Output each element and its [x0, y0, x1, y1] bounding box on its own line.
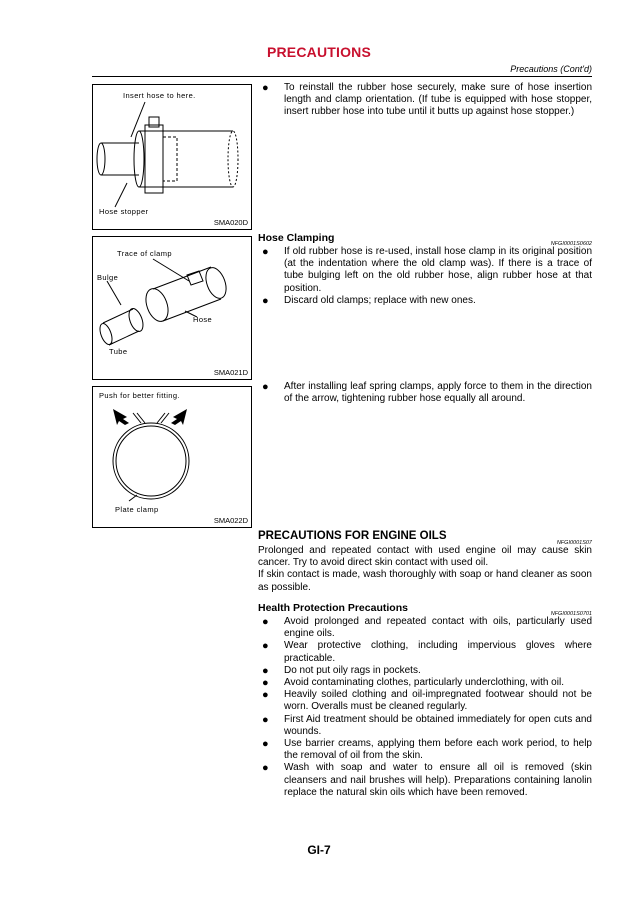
label-plate-clamp: Plate clamp — [115, 505, 159, 514]
label-trace-of-clamp: Trace of clamp — [117, 249, 172, 258]
label-push-for-better-fitting: Push for better fitting. — [99, 391, 180, 400]
list-item: ● To reinstall the rubber hose securely, make sure of hose insertion length and clamp orientation. (If tube is equipped with hose stopper, insert rubber hose into tube until it butts up against hose stopper.) — [262, 82, 592, 118]
figure-hose-insertion — [92, 84, 252, 230]
label-bulge: Bulge — [97, 273, 119, 282]
label-tube: Tube — [109, 347, 128, 356]
list-item: ● Use barrier creams, applying them before each work period, to help the removal of oil from the skin. — [262, 738, 592, 762]
list-item: ● Wash with soap and water to ensure all oil is removed (skin cleansers and nail brushes will help). Preparations containing lanolin replace the natural skin oils which have been removed. — [262, 762, 592, 798]
figure-code: SMA020D — [213, 218, 248, 227]
list-item: ● Avoid contaminating clothes, particularly underclothing, with oil. — [262, 677, 564, 690]
section-hose-clamping — [258, 232, 592, 307]
section-heading: PRECAUTIONS FOR ENGINE OILS — [258, 530, 447, 542]
list-item: ● Heavily soiled clothing and oil-impregnated footwear should not be worn. Overalls must be cleaned regularly. — [262, 689, 592, 713]
list-item: ● Do not put oily rags in pockets. — [262, 664, 421, 677]
header-rule — [92, 76, 592, 77]
list-item: ● Discard old clamps; replace with new ones. — [262, 294, 476, 307]
list-item: ● Wear protective clothing, including impervious gloves where practicable. — [262, 640, 592, 664]
figure-code: SMA022D — [213, 516, 248, 525]
label-insert-hose: Insert hose to here. — [123, 91, 196, 100]
list-item: ● First Aid treatment should be obtained immediately for open cuts and wounds. — [262, 713, 592, 737]
ref-code: NFGI0001S07 — [556, 540, 592, 546]
section-engine-oils — [258, 530, 592, 594]
section-heading: Health Protection Precautions — [258, 602, 408, 614]
list-item: ● After installing leaf spring clamps, apply force to them in the direction of the arrow, tightening rubber hose equally all around. — [262, 381, 592, 405]
figure-plate-clamp — [92, 386, 252, 528]
figure-hose-clamping — [92, 236, 252, 380]
ref-code: NFGI0001S0602 — [550, 241, 592, 247]
label-hose-stopper: Hose stopper — [99, 207, 149, 216]
section-hose-reinstall — [258, 82, 592, 119]
paragraph: Prolonged and repeated contact with used engine oil may cause skin cancer. Try to avoid direct skin contact with used oil. — [258, 545, 592, 569]
section-health-protection — [258, 602, 592, 799]
page-number: GI-7 — [307, 843, 331, 857]
list-item: ● Avoid prolonged and repeated contact with oils, particularly used engine oils. — [262, 616, 592, 640]
paragraph: If skin contact is made, wash thoroughly with soap or hand cleaner as soon as possible. — [258, 569, 592, 593]
figure-code: SMA021D — [213, 368, 248, 377]
list-item: ● If old rubber hose is re-used, install hose clamp in its original position (at the indentation where the old clamp was). If there is a trace of tube bulging left on the old rubber hose, align rubber hose at that position. — [262, 246, 592, 294]
health-bullet-list — [258, 616, 592, 799]
continued-label: Precautions (Cont'd) — [510, 64, 592, 74]
section-heading: Hose Clamping — [258, 232, 335, 244]
section-leaf-spring — [258, 381, 592, 405]
ref-code: NFGI0001S0701 — [550, 611, 592, 617]
hose-clamping-illustration — [93, 237, 251, 379]
label-hose: Hose — [193, 315, 213, 324]
page-title: PRECAUTIONS — [266, 44, 372, 60]
